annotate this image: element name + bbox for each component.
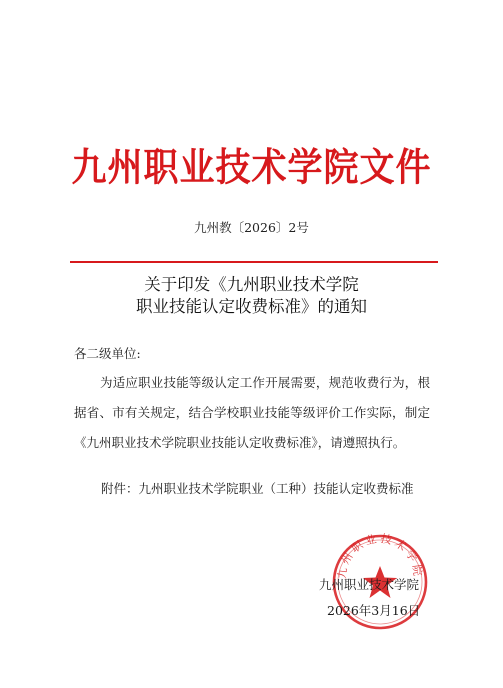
notice-title-line-2: 职业技能认定收费标准》的通知 (136, 297, 367, 316)
signature-organization: 九州职业技术学院 (319, 577, 420, 592)
header-divider (70, 261, 438, 263)
salutation: 各二级单位: (74, 346, 141, 361)
document-header-title: 九州职业技术学院文件 (71, 146, 432, 191)
attachment-line: 附件：九州职业技术学院职业（工种）技能认定收费标准 (101, 481, 414, 496)
svg-text:九州职业技术学院: 九州职业技术学院 (335, 532, 425, 580)
notice-title-line-1: 关于印发《九州职业技术学院 (144, 275, 359, 294)
signature-date: 2026年3月16日 (327, 603, 421, 618)
document-number: 九州教〔2026〕2号 (194, 220, 309, 235)
body-paragraph: 为适应职业技能等级认定工作开展需要，规范收费行为，根据省、市有关规定，结合学校职业技能等级评价工作实际，制定《九州职业技术学院职业技能认定收费标准》，请遵照执行。 (74, 375, 430, 450)
